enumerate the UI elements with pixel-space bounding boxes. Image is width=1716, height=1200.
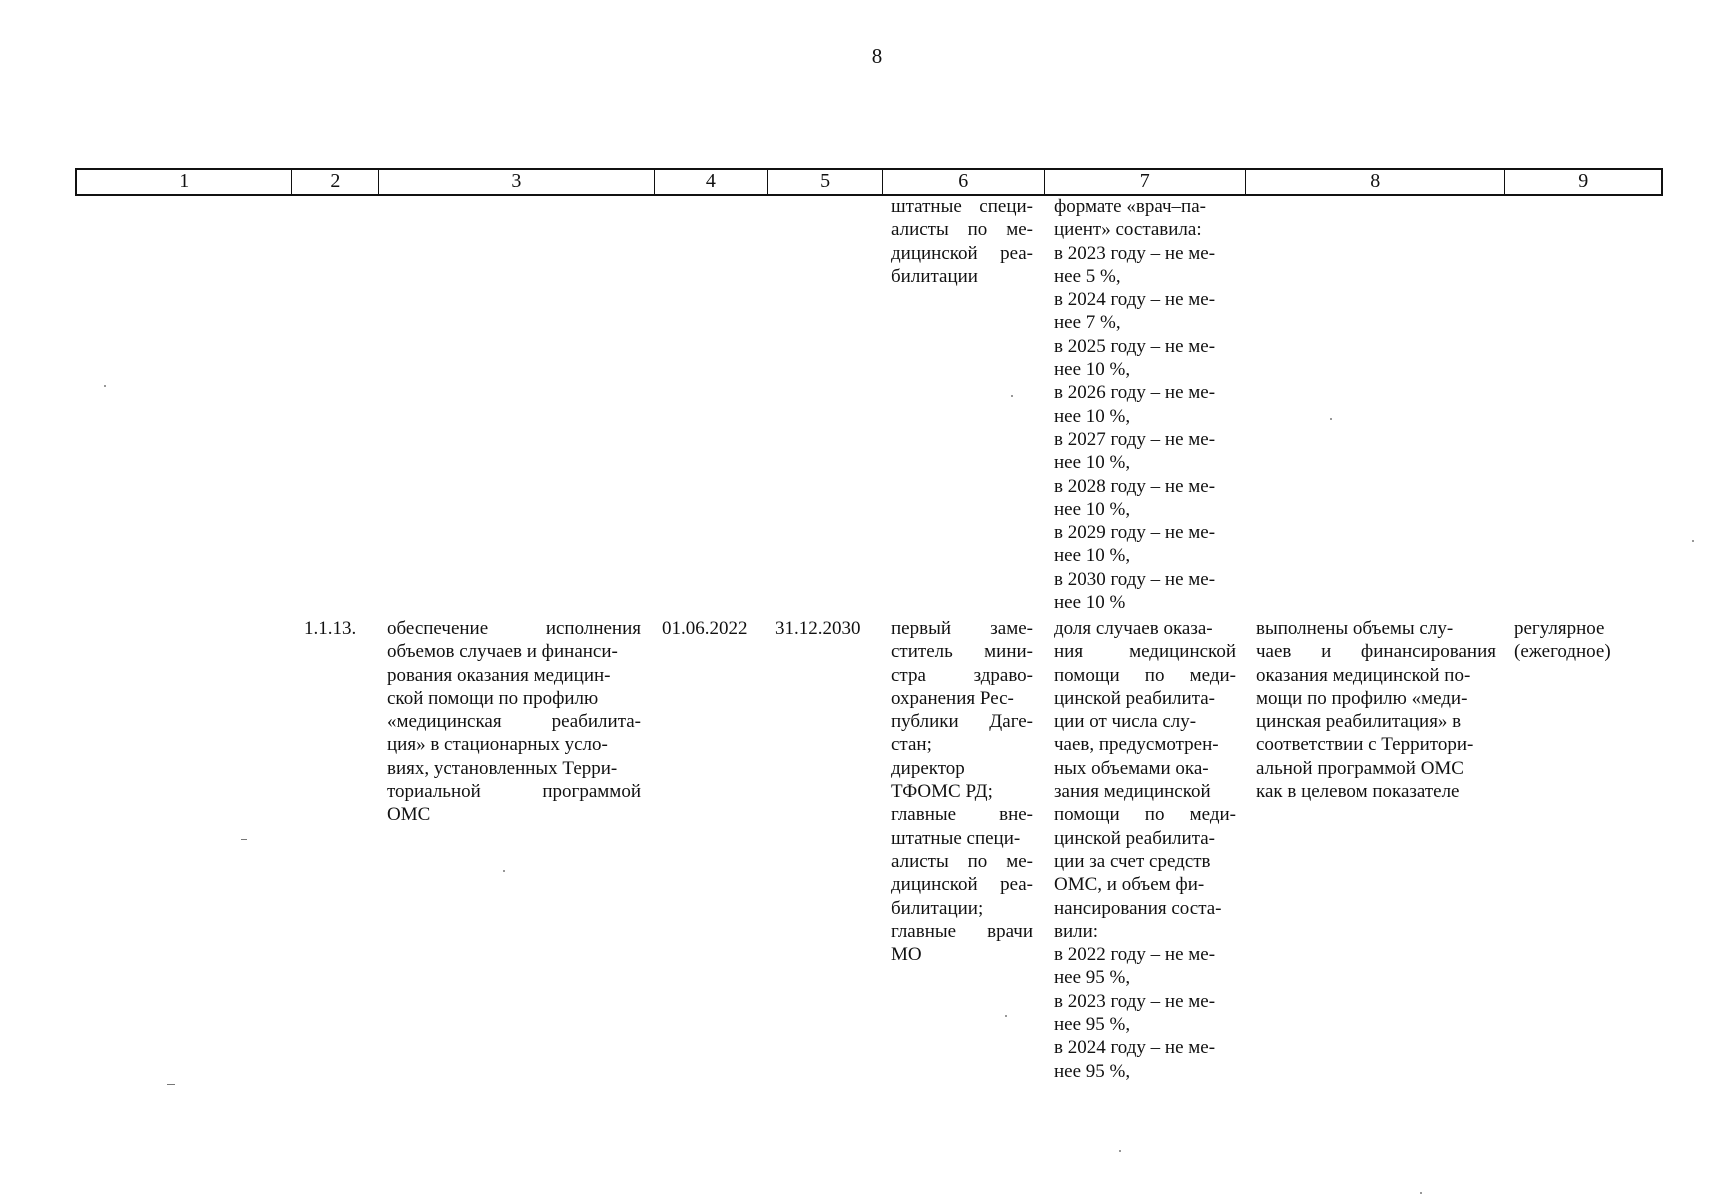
text-line: нее 95 %,	[1054, 967, 1131, 989]
text-line: ния медицинской	[1054, 641, 1236, 663]
scan-speck	[104, 385, 106, 387]
text-line: (ежегодное)	[1514, 641, 1611, 663]
scan-speck	[1330, 418, 1332, 420]
text-line: директор	[891, 757, 965, 779]
text-line: виях, установленных Терри-	[387, 757, 618, 779]
text-line: помощи по меди-	[1054, 664, 1236, 686]
text-line: в 2022 году – не ме-	[1054, 944, 1216, 966]
text-line: соответствии с Территори-	[1256, 734, 1474, 756]
text-line: нее 95 %,	[1054, 1014, 1131, 1036]
description-cell	[387, 617, 641, 827]
row-number-cell: 1.1.13.	[304, 618, 357, 639]
text-line: в 2026 году – не ме-	[1054, 382, 1216, 404]
text-line: в 2023 году – не ме-	[1054, 990, 1216, 1012]
text-line: вили:	[1054, 920, 1099, 942]
text-line: главные врачи	[891, 920, 1033, 942]
text-line: ции за счет средств	[1054, 850, 1211, 872]
text-line: альной программой ОМС	[1256, 757, 1464, 779]
text-line: в 2029 году – не ме-	[1054, 522, 1216, 544]
text-line: в 2024 году – не ме-	[1054, 289, 1216, 311]
text-line: штатные специ-	[891, 827, 1021, 849]
frequency-cell	[1514, 617, 1654, 664]
scan-speck	[1420, 1192, 1422, 1194]
text-line: публики Даге-	[891, 711, 1033, 733]
scan-speck	[503, 870, 505, 872]
text-line: охранения Рес-	[891, 687, 1014, 709]
text-line: в 2024 году – не ме-	[1054, 1037, 1216, 1059]
text-line: ториальной программой	[387, 781, 641, 803]
text-line: чаев и финансирования	[1256, 641, 1496, 663]
text-line: «медицинская реабилита-	[387, 711, 641, 733]
start-date-cell: 01.06.2022	[662, 618, 748, 639]
text-line: ных объемами ока-	[1054, 757, 1209, 779]
text-line: алисты по ме-	[891, 850, 1033, 872]
text-line: дицинской реа-	[891, 874, 1033, 896]
table-header-row	[75, 168, 1663, 196]
scan-speck	[1692, 540, 1694, 542]
scan-speck	[1011, 395, 1013, 397]
header-col-7: 7	[1045, 170, 1246, 194]
text-line: ция» в стационарных усло-	[387, 734, 608, 756]
text-line: ской помощи по профилю	[387, 687, 599, 709]
text-line: билитации;	[891, 897, 984, 919]
text-line: билитации	[891, 265, 978, 287]
header-col-5: 5	[768, 170, 883, 194]
text-line: обеспечение исполнения	[387, 618, 641, 639]
text-line: МО	[891, 944, 922, 966]
text-line: штатные специ-	[891, 196, 1033, 217]
text-line: ции от числа слу-	[1054, 711, 1197, 733]
text-line: ОМС	[387, 804, 431, 826]
text-line: нее 5 %,	[1054, 265, 1121, 287]
text-line: цинская реабилитация» в	[1256, 711, 1462, 733]
header-col-4: 4	[655, 170, 769, 194]
scan-speck	[1119, 1150, 1121, 1152]
text-line: циент» составила:	[1054, 219, 1202, 241]
text-line: нее 10 %,	[1054, 359, 1131, 381]
text-line: рования оказания медицин-	[387, 664, 611, 686]
header-col-3: 3	[379, 170, 654, 194]
text-line: регулярное	[1514, 618, 1605, 639]
header-col-6: 6	[883, 170, 1045, 194]
continuation-responsible-cell	[891, 195, 1033, 288]
text-line: ститель мини-	[891, 641, 1033, 663]
text-line: алисты по ме-	[891, 219, 1033, 241]
text-line: мощи по профилю «меди-	[1256, 687, 1468, 709]
result-cell	[1256, 617, 1496, 803]
responsible-cell	[891, 617, 1033, 966]
text-line: нансирования соста-	[1054, 897, 1222, 919]
text-line: в 2027 году – не ме-	[1054, 428, 1216, 450]
text-line: нее 10 %,	[1054, 452, 1131, 474]
text-line: нее 10 %,	[1054, 498, 1131, 520]
text-line: стра здраво-	[891, 664, 1033, 686]
text-line: цинской реабилита-	[1054, 827, 1215, 849]
text-line: ОМС, и объем фи-	[1054, 874, 1205, 896]
text-line: дицинской реа-	[891, 242, 1033, 264]
text-line: формате «врач–па-	[1054, 196, 1206, 217]
text-line: в 2030 году – не ме-	[1054, 568, 1216, 590]
text-line: нее 10 %	[1054, 592, 1126, 614]
text-line: главные вне-	[891, 804, 1033, 826]
text-line: чаев, предусмотрен-	[1054, 734, 1219, 756]
scan-speck	[241, 839, 247, 840]
header-col-2: 2	[292, 170, 379, 194]
text-line: нее 10 %,	[1054, 405, 1131, 427]
header-col-9: 9	[1578, 170, 1589, 192]
text-line: в 2023 году – не ме-	[1054, 242, 1216, 264]
text-line: помощи по меди-	[1054, 804, 1236, 826]
continuation-indicator-cell	[1054, 195, 1236, 614]
text-line: зания медицинской	[1054, 781, 1211, 803]
indicator-cell	[1054, 617, 1236, 1083]
text-line: первый заме-	[891, 618, 1033, 639]
text-line: нее 95 %,	[1054, 1060, 1131, 1082]
text-line: в 2028 году – не ме-	[1054, 475, 1216, 497]
text-line: в 2025 году – не ме-	[1054, 335, 1216, 357]
text-line: выполнены объемы слу-	[1256, 618, 1454, 639]
text-line: как в целевом показателе	[1256, 781, 1460, 803]
header-col-1: 1	[77, 170, 292, 194]
text-line: доля случаев оказа-	[1054, 618, 1213, 639]
text-line: нее 10 %,	[1054, 545, 1131, 567]
text-line: нее 7 %,	[1054, 312, 1121, 334]
text-line: объемов случаев и финанси-	[387, 641, 618, 663]
text-line: ТФОМС РД;	[891, 781, 993, 803]
header-col-8: 8	[1246, 170, 1505, 194]
text-line: цинской реабилита-	[1054, 687, 1215, 709]
text-line: оказания медицинской по-	[1256, 664, 1471, 686]
text-line: стан;	[891, 734, 932, 756]
scan-speck	[1005, 1015, 1007, 1017]
scan-speck	[167, 1084, 175, 1085]
page-number: 8	[871, 44, 883, 68]
end-date-cell: 31.12.2030	[775, 618, 861, 639]
